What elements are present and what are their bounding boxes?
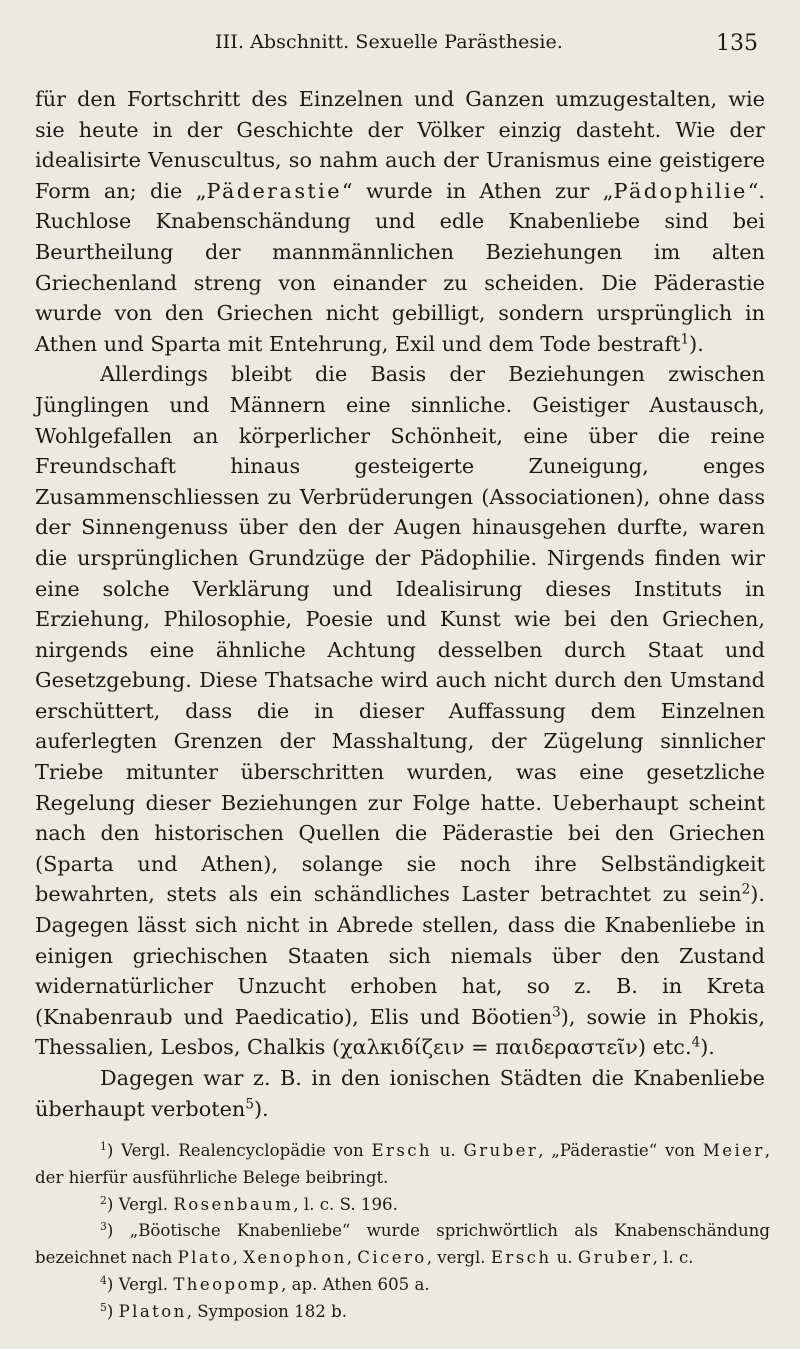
footnote-ref-4[interactable]: 4 xyxy=(691,1034,701,1051)
page-number: 135 xyxy=(716,31,758,56)
text-run: ) Vergl. xyxy=(106,1274,174,1294)
footnote-mark: 4 xyxy=(100,1274,107,1288)
spaced-term: Päderastie xyxy=(206,178,342,203)
text-run: ) „Böotische Knabenliebe“ wurde sprichwörtlich als Knabenschändung bezeichnet nach xyxy=(35,1221,770,1268)
spaced-term: Plato xyxy=(177,1248,233,1268)
text-run: ). xyxy=(700,1035,715,1060)
spaced-term: Theopomp xyxy=(173,1274,282,1294)
text-run: ) xyxy=(106,1301,119,1321)
page-header xyxy=(0,0,800,70)
text-run: “. Ruchlose Knabenschändung und edle Knabenliebe sind bei Beurtheilung der mannmännlichen Beziehungen im alten Griechenland streng von einander zu scheiden. Die Päderastie wurde von den Griechen nicht gebilligt, sondern ursprünglich in Athen und Sparta mit Entehrung, Exil und dem Tode bestraft xyxy=(35,178,765,356)
text-run: ). xyxy=(253,1096,269,1121)
footnote-4 xyxy=(35,1272,770,1299)
text-run: u. xyxy=(432,1141,464,1160)
footnotes xyxy=(35,1138,770,1326)
footnote-mark: 1 xyxy=(100,1140,107,1154)
footnote-ref-5[interactable]: 5 xyxy=(245,1096,254,1113)
footnote-mark: 5 xyxy=(100,1300,107,1314)
text-run: ) Vergl. Realencyclopädie von xyxy=(106,1141,372,1160)
text-run: , l. c. S. 196. xyxy=(293,1194,398,1214)
text-run: Allerdings bleibt die Basis der Beziehungen zwischen Jünglingen und Männern eine sinnliche. Geistiger Austausch, Wohlgefallen an körperlicher Schönheit, eine über die reine Freundschaft hinaus gesteigerte Zuneigung, enges Zusammenschliessen zu Verbrüderungen (Associationen), ohne dass der Sinnengenuss über den der Augen hinausgehen durfte, waren die ursprünglichen Grundzüge der Pädophilie. Nirgends finden wir eine solche Verklärung und Idealisirung dieses Instituts in Erziehung, Philosophie, Poesie und Kunst wie bei den Griechen, nirgends eine ähnliche Achtung desselben durch Staat und Gesetzgebung. Diese Thatsache wird auch nicht durch den Umstand erschüttert, dass die in dieser Auffassung dem Einzelnen auferlegten Grenzen der Masshaltung, der Zügelung sinnlicher Triebe mitunter überschritten wurden, was eine gesetzliche Regelung dieser Beziehungen zur Folge hatte. Ueberhaupt scheint nach den historischen Quellen die Päderastie bei den Griechen (Sparta und Athen), solange sie noch ihre Selbständigkeit bewahrten, stets als ein schändliches Laster betrachtet zu sein xyxy=(35,362,765,907)
spaced-term: Meier xyxy=(702,1141,765,1160)
text-run: , Symposion 182 b. xyxy=(186,1301,347,1321)
paragraph-3 xyxy=(35,1063,765,1124)
spaced-term: Ersch xyxy=(490,1248,552,1268)
spaced-term: Gruber xyxy=(577,1248,653,1268)
text-run: , der hierfür ausführliche Belege beibringt. xyxy=(35,1141,770,1187)
footnote-ref-2[interactable]: 2 xyxy=(741,882,751,899)
footnote-5 xyxy=(35,1299,770,1326)
text-run: für den Fortschritt des Einzelnen und Ganzen umzugestalten, wie sie heute in der Geschichte der Völker einzig dasteht. Wie der idealisirte Venuscultus, so nahm auch der Uranismus eine geistigere Form an; die „ xyxy=(35,87,765,203)
footnote-mark: 2 xyxy=(100,1193,107,1207)
paragraph-2 xyxy=(35,359,765,1063)
footnote-2 xyxy=(35,1192,770,1219)
spaced-term: Pädophilie xyxy=(613,178,748,203)
running-head: III. Abschnitt. Sexuelle Parästhesie. xyxy=(215,31,564,53)
main-text xyxy=(35,84,765,1124)
text-run: ). Dagegen lässt sich nicht in Abrede stellen, dass die Knabenliebe in einigen griechischen Staaten sich niemals über den Zustand widernatürlicher Unzucht erhoben hat, so z. B. in Kreta (Knabenraub und Paedicatio), Elis und Böotien xyxy=(35,882,765,1029)
text-run: , xyxy=(346,1248,358,1268)
text-run: u. xyxy=(551,1248,578,1268)
text-run: , „Päderastie“ von xyxy=(538,1141,703,1160)
spaced-term: Xenophon xyxy=(243,1248,347,1268)
text-run: ). xyxy=(689,331,704,356)
spaced-term: Platon xyxy=(118,1301,187,1321)
spaced-term: Gruber xyxy=(463,1141,539,1160)
spaced-term: Cicero xyxy=(357,1248,427,1268)
spaced-term: Ersch xyxy=(371,1141,433,1160)
text-run: ) Vergl. xyxy=(106,1194,174,1214)
text-run: “ wurde in Athen zur „ xyxy=(341,178,614,203)
text-run: , xyxy=(232,1248,244,1268)
paragraph-1 xyxy=(35,84,765,359)
footnote-1 xyxy=(35,1138,770,1192)
text-run: Dagegen war z. B. in den ionischen Städten die Knabenliebe überhaupt verboten xyxy=(35,1066,765,1121)
spaced-term: Rosenbaum xyxy=(173,1194,294,1214)
footnote-ref-3[interactable]: 3 xyxy=(552,1004,561,1021)
text-run: ), sowie in Phokis, Thessalien, Lesbos, Chalkis (χαλκιδίζειν = παιδεραστεῖν) etc. xyxy=(35,1004,765,1060)
footnote-3 xyxy=(35,1218,770,1272)
footnote-ref-1[interactable]: 1 xyxy=(680,331,690,348)
text-run: , ap. Athen 605 a. xyxy=(281,1274,430,1294)
text-run: , l. c. xyxy=(652,1248,694,1268)
text-run: , vergl. xyxy=(426,1248,491,1268)
footnote-mark: 3 xyxy=(100,1220,107,1234)
